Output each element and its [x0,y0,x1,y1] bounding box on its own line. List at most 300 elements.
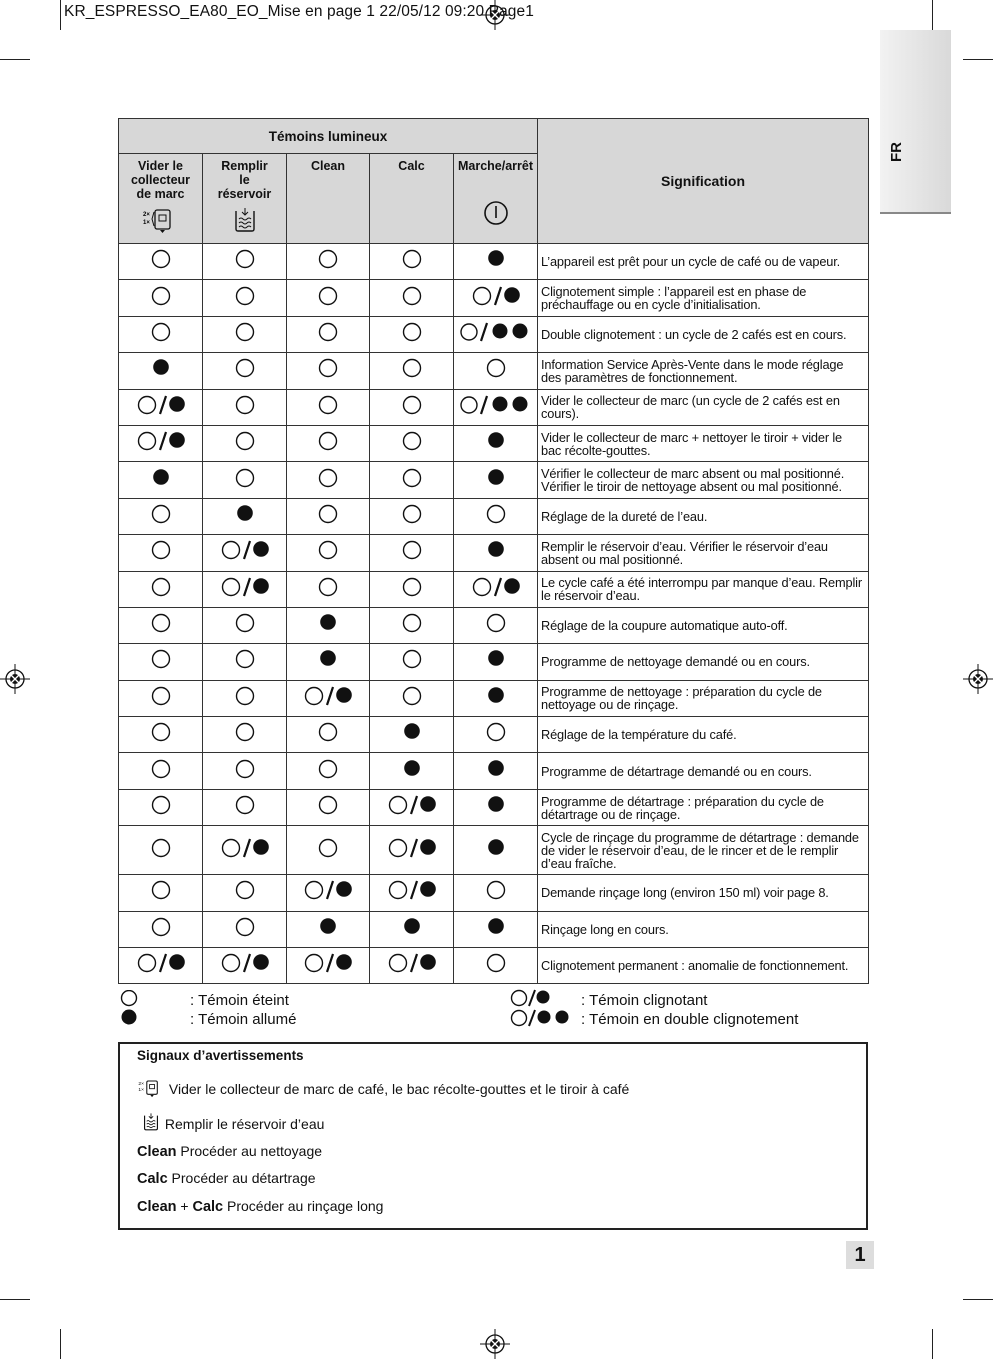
indicator-off-icon [316,836,340,860]
indicator-blink-icon [298,951,358,975]
indicator-off-icon [316,757,340,781]
indicator-cell [287,535,370,571]
indicator-blink-icon [131,429,191,453]
indicator-on-icon [484,247,508,271]
indicator-cell [119,753,203,789]
indicator-off-icon [149,684,173,708]
indicator-off-icon [316,393,340,417]
page-number: 1 [846,1241,874,1269]
legend-blink-label: : Témoin clignotant [581,992,708,1009]
indicator-cell [287,498,370,534]
indicator-on-icon [484,684,508,708]
legend-off-icon [119,990,139,1010]
svg-text:1×: 1× [138,1087,144,1093]
water-tank-icon [141,1112,161,1132]
indicator-blink-icon [215,836,275,860]
indicator-off-icon [316,793,340,817]
meaning-cell: Demande rinçage long (environ 150 ml) voir page 8. [538,875,869,911]
warning-text: Procéder au rinçage long [227,1198,384,1214]
indicator-on-icon [316,611,340,635]
indicator-off-icon [233,720,257,744]
warning-signals-box [118,1042,868,1230]
indicator-cell [119,644,203,680]
indicator-cell [454,316,538,352]
indicator-double-blink-icon [457,320,535,344]
indicator-cell [119,789,203,825]
indicator-cell [203,607,287,643]
legend-off-label: : Témoin éteint [190,992,289,1009]
indicator-blink-icon [131,951,191,975]
indicator-cell [454,353,538,389]
indicator-cell [370,571,454,607]
meaning-cell: Programme de nettoyage : préparation du cycle de nettoyage ou de rinçage. [538,680,869,716]
indicator-off-icon [233,793,257,817]
indicator-cell [287,280,370,316]
indicator-cell [119,425,203,461]
indicator-cell [454,753,538,789]
indicator-off-icon [233,247,257,271]
indicator-cell [119,389,203,425]
indicator-cell [119,680,203,716]
table-row [119,789,869,825]
indicator-cell [203,571,287,607]
indicator-off-icon [233,757,257,781]
indicator-cell [203,244,287,280]
indicator-blink-icon [466,575,526,599]
indicator-off-icon [316,502,340,526]
warning-line-tank [137,1112,324,1132]
table-row [119,911,869,947]
indicator-off-icon [400,466,424,490]
registration-mark-icon [963,664,993,694]
warning-text: Remplir le réservoir d’eau [164,1116,325,1132]
indicator-blink-icon [382,793,442,817]
indicator-cell [370,875,454,911]
indicator-cell [370,826,454,875]
indicator-cell [370,353,454,389]
indicator-off-icon [316,429,340,453]
indicator-cell [454,389,538,425]
grounds-container-icon [141,207,181,233]
indicator-off-icon [484,951,508,975]
indicator-cell [119,948,203,984]
indicator-cell [454,875,538,911]
crop-mark [963,1299,993,1300]
crop-mark [60,1329,61,1359]
plus-sign: + [180,1198,189,1214]
indicator-off-icon [233,466,257,490]
indicator-off-icon [233,915,257,939]
indicator-cell [454,244,538,280]
indicator-cell [119,875,203,911]
table-row [119,389,869,425]
print-header: KR_ESPRESSO_EA80_EO_Mise en page 1 22/05/12 09:20 Page1 [64,3,534,20]
indicator-off-icon [400,647,424,671]
indicator-off-icon [400,575,424,599]
legend-blink-icon [509,988,561,1008]
column-header-calc: Calc [370,154,454,244]
power-icon [482,199,510,227]
indicator-on-icon [316,647,340,671]
indicator-cell [370,316,454,352]
indicator-off-icon [149,757,173,781]
indicator-off-icon [149,878,173,902]
indicator-off-icon [149,647,173,671]
indicator-on-icon [316,915,340,939]
indicator-cell [287,948,370,984]
table-row [119,644,869,680]
legend-on-icon [119,1009,139,1029]
indicator-off-icon [400,284,424,308]
indicator-cell [119,911,203,947]
indicator-cell [370,789,454,825]
indicator-off-icon [233,284,257,308]
indicator-cell [370,280,454,316]
indicator-off-icon [149,575,173,599]
warning-text: Procéder au détartrage [171,1170,316,1186]
indicator-cell [287,462,370,498]
language-tab [880,30,951,214]
indicator-off-icon [149,247,173,271]
indicator-on-icon [400,720,424,744]
indicator-off-icon [484,611,508,635]
indicator-cell [119,498,203,534]
indicator-cell [287,389,370,425]
crop-mark [932,1329,933,1359]
indicator-cell [454,425,538,461]
indicator-cell [119,316,203,352]
indicator-cell [454,680,538,716]
indicator-off-icon [233,647,257,671]
indicator-cell [119,571,203,607]
indicator-cell [454,462,538,498]
indicator-cell [370,948,454,984]
indicator-cell [203,389,287,425]
indicator-off-icon [316,320,340,344]
indicator-off-icon [400,429,424,453]
table-row [119,353,869,389]
meaning-cell: Vérifier le collecteur de marc absent ou mal positionné. Vérifier le tiroir de nettoyage absent ou mal positionné. [538,462,869,498]
indicator-off-icon [484,502,508,526]
indicator-cell [370,244,454,280]
indicator-cell [287,717,370,753]
indicator-cell [119,280,203,316]
indicator-on-icon [484,757,508,781]
table-row [119,875,869,911]
warning-line-calc [137,1170,316,1187]
indicator-cell [370,498,454,534]
column-header-grounds [119,154,203,244]
indicator-blink-icon [382,951,442,975]
warning-line-clean [137,1143,322,1160]
table-row [119,948,869,984]
indicator-blink-icon [382,878,442,902]
indicator-cell [287,353,370,389]
indicator-table [118,118,869,984]
indicator-on-icon [233,502,257,526]
indicator-off-icon [316,575,340,599]
indicator-on-icon [149,356,173,380]
indicator-on-icon [400,757,424,781]
warning-line-grounds [137,1078,629,1098]
indicator-off-icon [400,538,424,562]
table-row [119,462,869,498]
registration-mark-icon [480,1329,510,1359]
indicator-off-icon [233,429,257,453]
indicator-blink-icon [466,284,526,308]
indicator-cell [370,644,454,680]
warning-text: Procéder au nettoyage [180,1143,323,1159]
indicator-on-icon [400,915,424,939]
table-row [119,316,869,352]
indicator-cell [287,244,370,280]
indicator-off-icon [316,284,340,308]
indicator-cell [287,826,370,875]
table-row [119,826,869,875]
registration-mark-icon [0,664,30,694]
indicator-off-icon [316,720,340,744]
indicator-cell [203,644,287,680]
indicator-off-icon [233,878,257,902]
indicator-off-icon [233,393,257,417]
table-row [119,425,869,461]
warning-line-both [137,1198,383,1215]
indicator-off-icon [316,356,340,380]
indicator-cell [370,535,454,571]
indicator-cell [203,717,287,753]
indicator-on-icon [484,466,508,490]
indicator-cell [287,911,370,947]
meaning-cell: Le cycle café a été interrompu par manque d’eau. Remplir le réservoir d’eau. [538,571,869,607]
meaning-cell: Information Service Après-Vente dans le mode réglage des paramètres de fonctionnement. [538,353,869,389]
meaning-cell: Remplir le réservoir d’eau. Vérifier le réservoir d’eau absent ou mal positionné. [538,535,869,571]
indicator-off-icon [149,320,173,344]
meaning-cell: Vider le collecteur de marc + nettoyer le tiroir + vider le bac récolte-gouttes. [538,425,869,461]
indicator-off-icon [149,836,173,860]
indicator-off-icon [484,878,508,902]
indicator-cell [203,425,287,461]
indicator-cell [370,911,454,947]
indicator-blink-icon [215,575,275,599]
indicator-cell [203,826,287,875]
crop-mark [0,59,30,60]
indicator-off-icon [149,720,173,744]
indicator-off-icon [233,320,257,344]
indicator-off-icon [149,284,173,308]
indicator-off-icon [316,247,340,271]
indicator-off-icon [149,793,173,817]
warning-signals-title: Signaux d’avertissements [137,1048,304,1063]
meaning-cell: Réglage de la dureté de l’eau. [538,498,869,534]
indicator-off-icon [316,538,340,562]
indicator-cell [203,535,287,571]
indicator-on-icon [484,538,508,562]
indicator-cell [203,280,287,316]
indicator-cell [287,607,370,643]
indicator-off-icon [400,502,424,526]
group-header: Témoins lumineux [119,119,538,154]
table-row [119,571,869,607]
meaning-cell: Double clignotement : un cycle de 2 cafés est en cours. [538,316,869,352]
indicator-cell [203,753,287,789]
clean-keyword: Clean [137,1144,177,1160]
indicator-off-icon [400,247,424,271]
svg-text:1×: 1× [142,220,150,226]
indicator-cell [370,462,454,498]
indicator-cell [119,353,203,389]
indicator-off-icon [400,320,424,344]
table-row [119,280,869,316]
indicator-cell [287,316,370,352]
indicator-cell [287,425,370,461]
indicator-cell [203,498,287,534]
indicator-cell [203,316,287,352]
table-row [119,244,869,280]
indicator-off-icon [233,684,257,708]
meaning-cell: Rinçage long en cours. [538,911,869,947]
crop-mark [963,59,993,60]
crop-mark [60,0,61,30]
indicator-off-icon [400,393,424,417]
indicator-cell [454,571,538,607]
indicator-cell [203,948,287,984]
indicator-off-icon [400,611,424,635]
column-header-clean: Clean [287,154,370,244]
column-header-label: Vider le collecteur de marc [130,159,191,201]
indicator-off-icon [149,915,173,939]
table-row [119,753,869,789]
indicator-off-icon [316,466,340,490]
indicator-off-icon [149,538,173,562]
indicator-cell [287,571,370,607]
indicator-on-icon [149,466,173,490]
table-row [119,498,869,534]
meaning-cell: Programme de détartrage demandé ou en cours. [538,753,869,789]
crop-mark [932,0,933,30]
indicator-off-icon [149,502,173,526]
water-tank-icon [231,207,259,233]
meaning-cell: Programme de détartrage : préparation du cycle de détartrage ou de rinçage. [538,789,869,825]
indicator-on-icon [484,915,508,939]
indicator-blink-icon [298,684,358,708]
meaning-cell: Réglage de la température du café. [538,717,869,753]
meaning-cell: L’appareil est prêt pour un cycle de café ou de vapeur. [538,244,869,280]
indicator-cell [454,535,538,571]
indicator-off-icon [400,356,424,380]
indicator-rows [119,244,869,984]
indicator-cell [119,244,203,280]
indicator-cell [454,826,538,875]
indicator-off-icon [233,611,257,635]
indicator-cell [119,826,203,875]
indicator-cell [203,911,287,947]
indicator-cell [287,875,370,911]
indicator-cell [454,789,538,825]
indicator-off-icon [149,611,173,635]
indicator-cell [454,644,538,680]
clean-keyword: Clean [137,1199,177,1215]
table-row [119,607,869,643]
language-tab-label: FR [888,142,905,162]
meaning-header: Signification [538,119,869,244]
table-row [119,717,869,753]
indicator-off-icon [484,720,508,744]
indicator-cell [454,717,538,753]
indicator-cell [119,535,203,571]
indicator-cell [370,680,454,716]
indicator-cell [370,753,454,789]
legend-double-blink-label: : Témoin en double clignotement [581,1011,799,1028]
indicator-cell [203,353,287,389]
indicator-double-blink-icon [457,393,535,417]
svg-text:2×: 2× [138,1082,144,1088]
indicator-on-icon [484,793,508,817]
indicator-cell [119,462,203,498]
column-header-power [454,154,538,244]
indicator-blink-icon [215,951,275,975]
column-header-label: Marche/arrêt [457,159,534,173]
calc-keyword: Calc [192,1199,224,1215]
indicator-cell [119,717,203,753]
table-row [119,535,869,571]
indicator-off-icon [233,356,257,380]
indicator-cell [287,644,370,680]
indicator-cell [119,607,203,643]
indicator-cell [454,948,538,984]
indicator-cell [454,280,538,316]
indicator-blink-icon [215,538,275,562]
indicator-cell [287,680,370,716]
warning-text: Vider le collecteur de marc de café, le bac récolte-gouttes et le tiroir à café [168,1081,630,1097]
indicator-on-icon [484,836,508,860]
indicator-cell [287,789,370,825]
meaning-cell: Vider le collecteur de marc (un cycle de 2 cafés est en cours). [538,389,869,425]
indicator-blink-icon [131,393,191,417]
indicator-cell [370,425,454,461]
svg-text:2×: 2× [142,212,150,218]
indicator-off-icon [400,684,424,708]
indicator-on-icon [484,429,508,453]
indicator-cell [370,389,454,425]
meaning-cell: Programme de nettoyage demandé ou en cours. [538,644,869,680]
indicator-blink-icon [382,836,442,860]
meaning-cell: Clignotement simple : l’appareil est en phase de préchauffage ou en cycle d’initialisation. [538,280,869,316]
indicator-cell [454,498,538,534]
meaning-cell: Cycle de rinçage du programme de détartrage : demande de vider le réservoir d’eau, de le rincer et de le remplir d’eau fraîche. [538,826,869,875]
indicator-cell [287,753,370,789]
meaning-cell: Clignotement permanent : anomalie de fonctionnement. [538,948,869,984]
indicator-cell [370,607,454,643]
table-row [119,680,869,716]
indicator-blink-icon [298,878,358,902]
indicator-cell [454,607,538,643]
meaning-cell: Réglage de la coupure automatique auto-off. [538,607,869,643]
indicator-cell [203,462,287,498]
indicator-cell [454,911,538,947]
indicator-cell [203,680,287,716]
indicator-on-icon [484,647,508,671]
calc-keyword: Calc [137,1171,168,1187]
indicator-cell [203,875,287,911]
crop-mark [0,1299,30,1300]
column-header-label: Remplir le réservoir [217,159,272,201]
legend-double-blink-icon [509,1007,579,1029]
grounds-container-icon [137,1078,165,1098]
column-header-tank [203,154,287,244]
indicator-cell [203,789,287,825]
indicator-cell [370,717,454,753]
indicator-off-icon [484,356,508,380]
